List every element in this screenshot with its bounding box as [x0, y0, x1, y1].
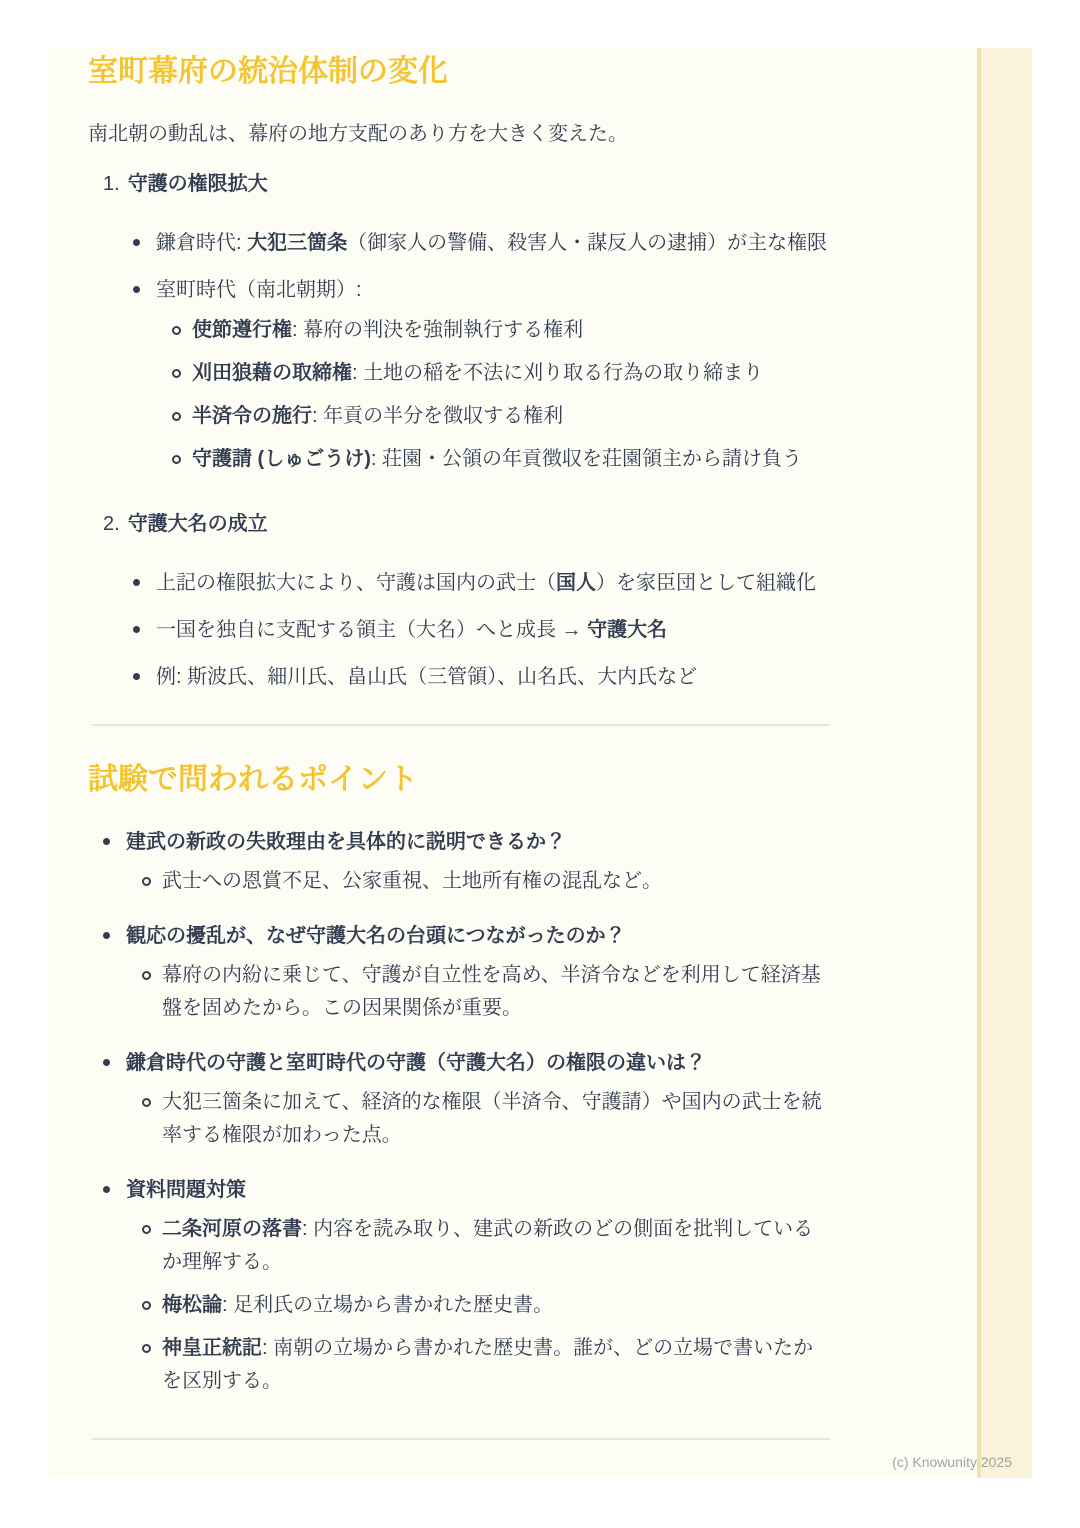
- bold-term: 守護大名: [587, 619, 668, 641]
- bullet-text: [162, 1213, 830, 1279]
- bullet-dot-icon: [100, 826, 126, 908]
- sub-bullet-list: [126, 1213, 830, 1398]
- sub-bullet-item: [140, 1289, 830, 1322]
- bullet-text: [162, 1289, 830, 1322]
- bullet-item: [100, 1047, 830, 1162]
- bullet-circle-icon: [140, 1086, 162, 1152]
- bold-term: 鎌倉時代の守護と室町時代の守護（守護大名）の権限の違いは？: [126, 1052, 706, 1074]
- bullet-dot-icon: [100, 1174, 126, 1408]
- text-run: 上記の権限拡大により、守護は国内の武士（: [156, 572, 556, 594]
- bold-term: 使節遵行権: [192, 319, 292, 341]
- bullet-circle-icon: [140, 1332, 162, 1398]
- text-run: : 幕府の判決を強制執行する権利: [292, 319, 584, 341]
- numbered-item-marker: 2.: [103, 513, 120, 535]
- text-run: : 南朝の立場から書かれた歴史書。誰が、どの立場で書いたかを区別する。: [162, 1337, 814, 1392]
- numbered-item-head: [88, 508, 830, 541]
- sub-bullet-item: [140, 1086, 830, 1152]
- section1-heading: 室町幕府の統治体制の変化: [88, 55, 448, 88]
- text-run: : 内容を読み取り、建武の新政のどの側面を批判しているか理解する。: [162, 1218, 814, 1273]
- sub-bullet-item: [140, 865, 830, 898]
- text-run: : 荘園・公領の年貢徴収を荘園領主から請け負う: [370, 448, 803, 470]
- text-run: : 土地の稲を不法に刈り取る行為の取り締まり: [352, 362, 764, 384]
- bullet-list: [88, 567, 830, 694]
- numbered-item: [88, 168, 830, 486]
- bullet-item: [100, 826, 830, 908]
- bullet-text: [192, 443, 830, 476]
- bullet-text: [162, 1086, 830, 1152]
- text-run: 例: 斯波氏、細川氏、畠山氏（三管領）、山名氏、大内氏など: [156, 666, 698, 688]
- sub-bullet-item: [170, 314, 830, 347]
- bullet-dot-icon: [100, 1047, 126, 1162]
- sub-bullet-item: [170, 357, 830, 390]
- sub-bullet-item: [170, 443, 830, 476]
- intro-paragraph: 南北朝の動乱は、幕府の地方支配のあり方を大きく変えた。: [88, 123, 628, 145]
- bullet-circle-icon: [140, 1213, 162, 1279]
- text-run: ）を家臣団として組織化: [596, 572, 816, 594]
- bold-term: 神皇正統記: [162, 1337, 262, 1359]
- bullet-dot-icon: [130, 274, 156, 486]
- bullet-dot-icon: [130, 661, 156, 694]
- numbered-item-title: 守護の権限拡大: [127, 173, 268, 195]
- bold-term: 観応の擾乱が、なぜ守護大名の台頭につながったのか？: [126, 925, 626, 947]
- sub-bullet-list: [156, 314, 830, 476]
- bullet-dot-icon: [130, 567, 156, 600]
- text-run: 鎌倉時代:: [156, 232, 248, 254]
- bold-term: 守護請 (しゅごうけ): [192, 448, 371, 470]
- bullet-text: [126, 1174, 830, 1408]
- bullet-item: [130, 567, 830, 600]
- sub-bullet-list: [126, 865, 830, 898]
- bullet-item: [100, 1174, 830, 1408]
- text-run: 室町時代（南北朝期）:: [156, 279, 362, 301]
- bullet-circle-icon: [170, 314, 192, 347]
- text-run: : 足利氏の立場から書かれた歴史書。: [222, 1294, 554, 1316]
- bullet-text: [162, 865, 830, 898]
- bullet-dot-icon: [130, 227, 156, 260]
- numbered-item-marker: 1.: [103, 173, 120, 195]
- copyright-notice: (c) Knowunity 2025: [892, 1454, 1012, 1470]
- numbered-item: [88, 508, 830, 694]
- text-run: 一国を独自に支配する領主（大名）へと成長 →: [156, 619, 588, 641]
- bullet-dot-icon: [130, 614, 156, 647]
- section2-heading: 試験で問われるポイント: [88, 763, 418, 796]
- bold-term: 刈田狼藉の取締権: [192, 362, 352, 384]
- bullet-text: [156, 567, 830, 600]
- sub-bullet-item: [170, 400, 830, 433]
- text-run: 大犯三箇条に加えて、経済的な権限（半済令、守護請）や国内の武士を統率する権限が加わった点。: [162, 1091, 822, 1146]
- bullet-text: [156, 274, 830, 486]
- right-accent-stripe: [977, 48, 1032, 1478]
- bullet-text: [156, 227, 830, 260]
- bullet-circle-icon: [170, 443, 192, 476]
- bullet-item: [130, 227, 830, 260]
- bullet-text: [192, 357, 830, 390]
- bullet-dot-icon: [100, 920, 126, 1035]
- sub-bullet-item: [140, 1332, 830, 1398]
- text-run: : 年貢の半分を徴収する権利: [312, 405, 564, 427]
- numbered-item-head: [88, 168, 830, 201]
- bold-term: 大犯三箇条: [247, 232, 348, 254]
- bullet-text: [192, 314, 830, 347]
- bullet-text: [126, 826, 830, 908]
- bullet-circle-icon: [140, 1289, 162, 1322]
- bold-term: 二条河原の落書: [162, 1218, 302, 1240]
- text-run: （御家人の警備、殺害人・謀反人の逮捕）が主な権限: [347, 232, 828, 254]
- text-run: 武士への恩賞不足、公家重視、土地所有権の混乱など。: [162, 870, 662, 892]
- document-page: [48, 48, 1032, 1478]
- bullet-item: [130, 614, 830, 647]
- bold-term: 半済令の施行: [192, 405, 312, 427]
- bullet-item: [130, 661, 830, 694]
- bullet-text: [192, 400, 830, 433]
- bold-term: 梅松論: [162, 1294, 222, 1316]
- bold-term: 建武の新政の失敗理由を具体的に説明できるか？: [126, 831, 566, 853]
- bullet-text: [156, 614, 830, 647]
- bullet-circle-icon: [140, 865, 162, 898]
- outline-list: [88, 168, 830, 694]
- bullet-text: [126, 920, 830, 1035]
- bold-term: 国人: [556, 572, 596, 594]
- sub-bullet-list: [126, 959, 830, 1025]
- sub-bullet-item: [140, 959, 830, 1025]
- bullet-text: [162, 1332, 830, 1398]
- numbered-item-title: 守護大名の成立: [127, 513, 268, 535]
- bullet-text: [162, 959, 830, 1025]
- bullet-item: [100, 920, 830, 1035]
- sub-bullet-item: [140, 1213, 830, 1279]
- bold-term: 資料問題対策: [126, 1179, 246, 1201]
- section-divider: [92, 724, 830, 726]
- section-divider-bottom: [92, 1438, 830, 1440]
- bullet-circle-icon: [170, 357, 192, 390]
- exam-points-list: [88, 826, 830, 1408]
- bullet-text: [126, 1047, 830, 1162]
- text-run: 幕府の内紛に乗じて、守護が自立性を高め、半済令などを利用して経済基盤を固めたから。この因果関係が重要。: [162, 964, 821, 1019]
- bullet-text: [156, 661, 830, 694]
- page-content: [48, 48, 830, 1440]
- bullet-circle-icon: [170, 400, 192, 433]
- bullet-circle-icon: [140, 959, 162, 1025]
- bullet-list: [88, 227, 830, 486]
- sub-bullet-list: [126, 1086, 830, 1152]
- bullet-item: [130, 274, 830, 486]
